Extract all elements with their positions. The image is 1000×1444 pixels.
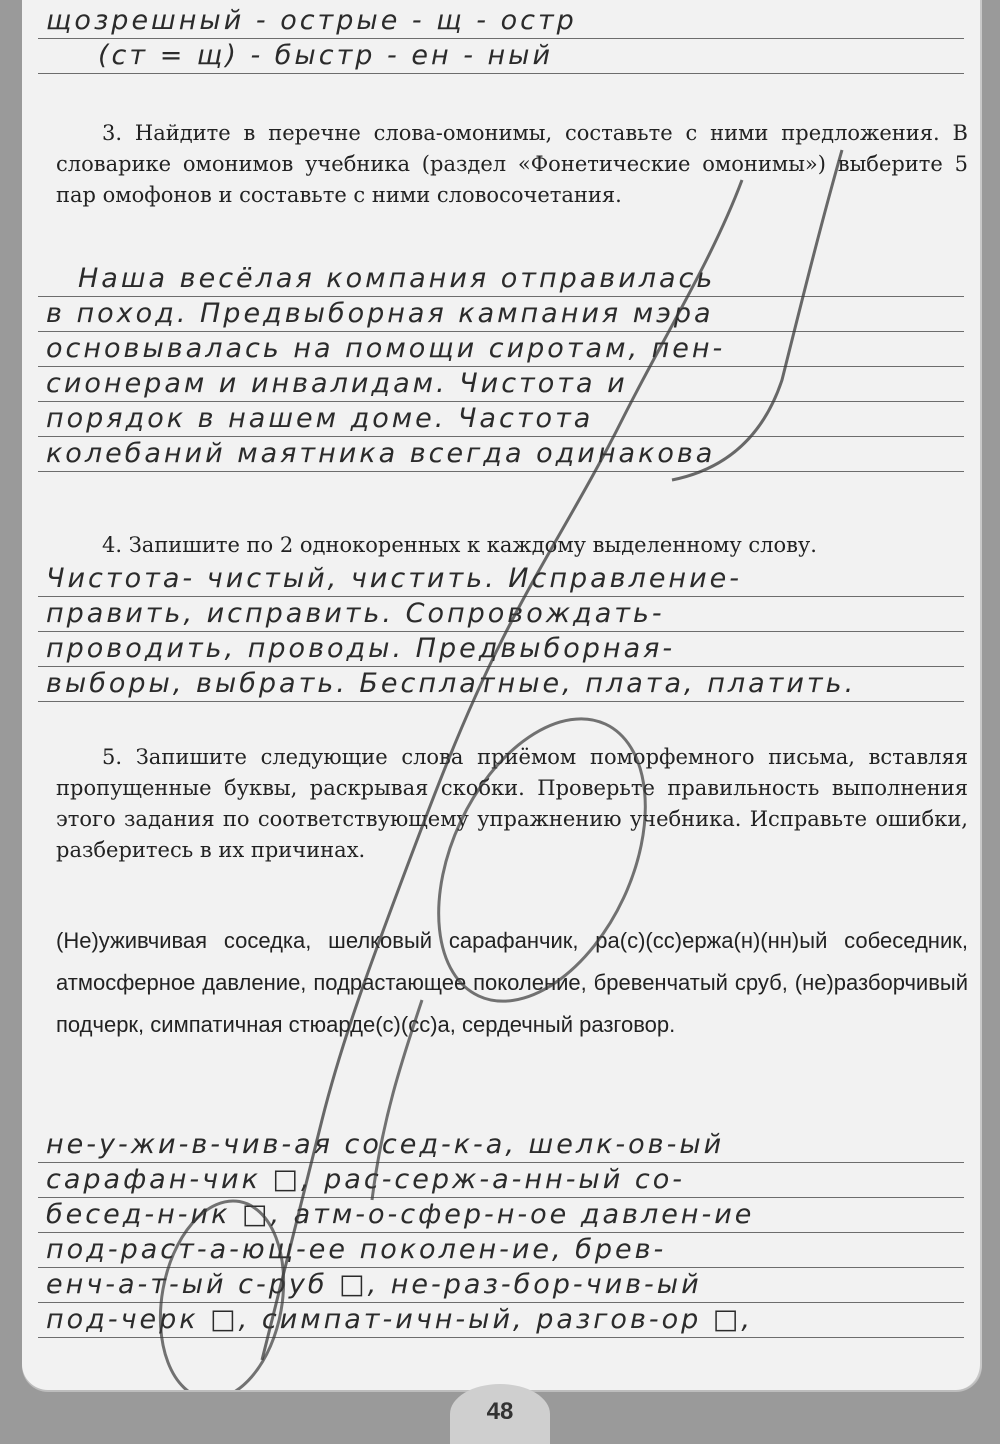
task-5-words: (Не)уживчивая соседка, шелковый сарафанчик, ра(с)(сс)ержа(н)(нн)ый собеседник, атмосферное давление, подрастающее поколение, бревенчатый сруб, (не)разборчивый подчерк, симпатичная стюарде(с)(сс)а, сердечный разговор. xyxy=(56,928,968,1037)
handwriting: сионерам и инвалидам. Чистота и xyxy=(46,368,628,399)
handwriting: порядок в нашем доме. Частота xyxy=(46,403,594,434)
handwriting: енч-а-т-ый с-руб □, не-раз-бор-чив-ый xyxy=(46,1269,702,1300)
pencil-scribble-mark xyxy=(22,0,980,1390)
handwriting: сарафан-чик □, рас-серж-а-нн-ый со- xyxy=(46,1164,685,1195)
handwriting: выборы, выбрать. Бесплатные, плата, платить. xyxy=(46,668,857,699)
task-4-text: 4. Запишите по 2 однокоренных к каждому выделенному слову. xyxy=(102,533,817,557)
handwriting: под-черк □, симпат-ичн-ый, разгов-ор □, xyxy=(46,1304,753,1335)
task-3-text: 3. Найдите в перечне слова-омонимы, составьте с ними предложения. В словарике омонимов учебника (раздел «Фонетические омонимы») выберите 5 пар омофонов и составьте с ними словосочетания. xyxy=(56,121,968,207)
handwriting: Чистота- чистый, чистить. Исправление- xyxy=(46,563,742,594)
workbook-page xyxy=(22,0,982,1390)
handwriting: править, исправить. Сопровождать- xyxy=(46,598,665,629)
handwriting: под-раст-а-ющ-ее поколен-ие, брев- xyxy=(46,1234,667,1265)
handwriting: Наша весёлая компания отправилась xyxy=(78,263,716,294)
handwriting: щозрешный - острые - щ - остр xyxy=(46,5,577,36)
handwriting: проводить, проводы. Предвыборная- xyxy=(46,633,676,664)
handwriting: не-у-жи-в-чив-ая сосед-к-а, шелк-ов-ый xyxy=(46,1129,725,1160)
handwriting: основывалась на помощи сиротам, пен- xyxy=(46,333,726,364)
handwriting: бесед-н-ик □, атм-о-сфер-н-ое давлен-ие xyxy=(46,1199,755,1230)
task-5-text: 5. Запишите следующие слова приёмом поморфемного письма, вставляя пропущенные буквы, раскрывая скобки. Проверьте правильность выполнения этого задания по соответствующему упражнению учебника. Исправьте ошибки, разберитесь в их причинах. xyxy=(56,745,968,862)
handwriting: (ст = щ) - быстр - ен - ный xyxy=(98,40,554,71)
handwriting: колебаний маятника всегда одинакова xyxy=(46,438,716,469)
handwriting: в поход. Предвыборная кампания мэра xyxy=(46,298,714,329)
page-number: 48 xyxy=(450,1384,550,1444)
